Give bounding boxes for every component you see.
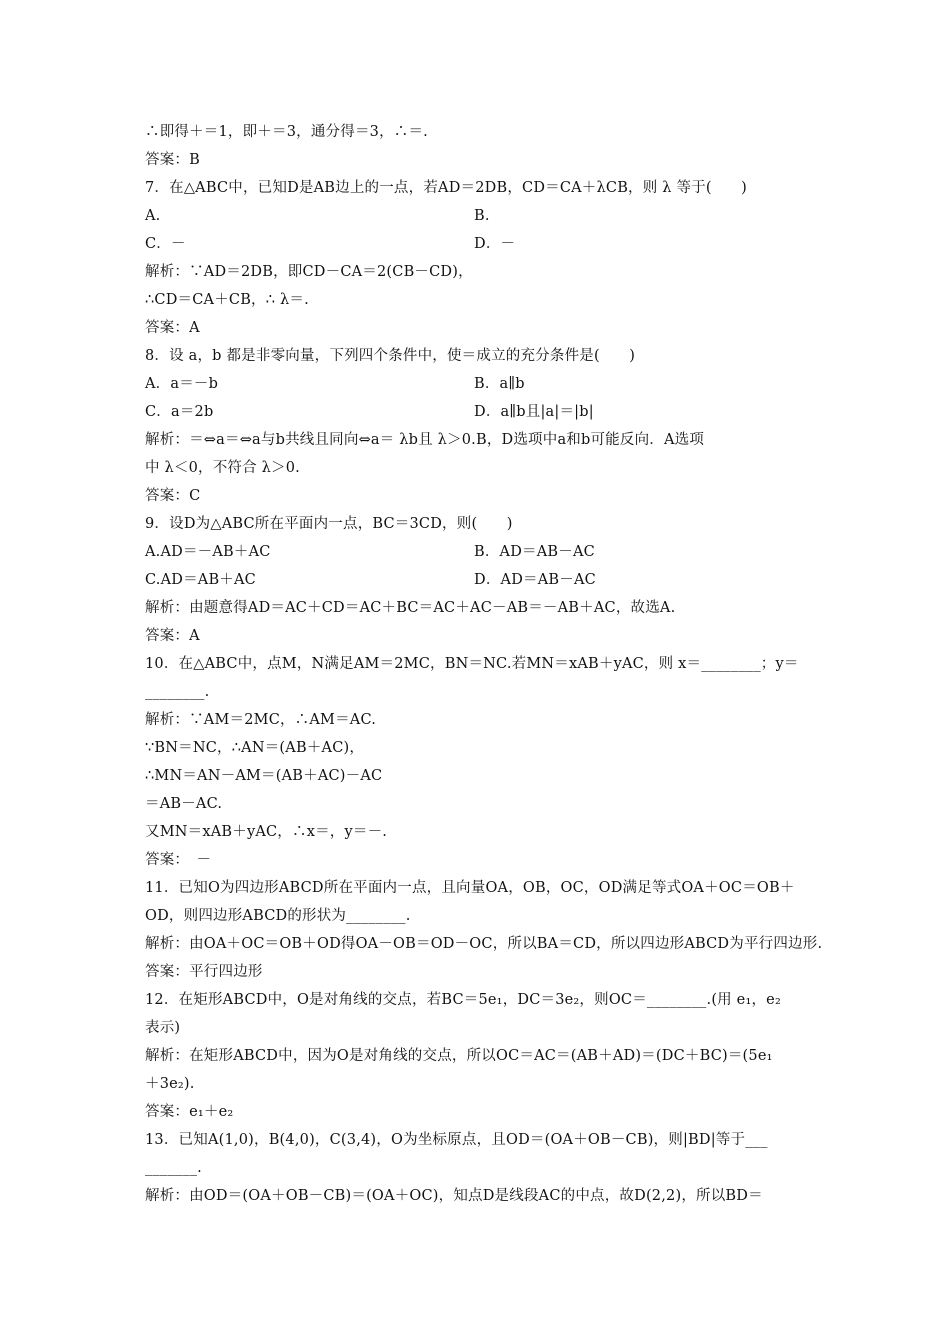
text-line: 答案：A <box>145 628 200 644</box>
text-line: 解析：∵AD＝2DB，即CD－CA＝2(CB－CD)， <box>145 264 473 280</box>
text-line: A.AD＝－AB＋AC <box>145 544 271 560</box>
text-line: 解析：在矩形ABCD中，因为O是对角线的交点，所以OC＝AC＝(AB＋AD)＝(DC＋BC)＝(5e₁ <box>145 1048 773 1064</box>
option-text: B．a∥b <box>474 376 525 392</box>
text-line: 8．设 a，b 都是非零向量，下列四个条件中，使＝成立的充分条件是( ) <box>145 348 636 364</box>
text-line: 答案：B <box>145 152 200 168</box>
option-text: D．a∥b且|a|＝|b| <box>474 404 594 420</box>
text-line: ∴即得＋＝1，即＋＝3，通分得＝3，∴＝. <box>145 124 428 140</box>
text-line: 解析：＝⇔a＝⇔a与b共线且同向⇔a＝ λb且 λ＞0.B，D选项中a和b可能反向．A选项 <box>145 432 705 448</box>
text-line: _______. <box>145 1160 202 1176</box>
text-line: 9．设D为△ABC所在平面内一点，BC＝3CD，则( ) <box>145 516 513 532</box>
text-line: A. <box>145 208 161 224</box>
text-line: 又MN＝xAB＋yAC，∴x＝，y＝－. <box>145 824 388 840</box>
text-line: 答案：平行四边形 <box>145 964 263 980</box>
text-line: C．a＝2b <box>145 404 214 420</box>
text-line: ＝AB－AC. <box>145 796 223 812</box>
text-line: 解析：∵AM＝2MC，∴AM＝AC. <box>145 712 377 728</box>
text-line: 答案： － <box>145 852 212 868</box>
text-line: ________. <box>145 684 210 700</box>
text-line: 解析：由OD＝(OA＋OB－CB)＝(OA＋OC)，知点D是线段AC的中点，故D(2,2)，所以BD＝ <box>145 1188 763 1204</box>
text-line: OD，则四边形ABCD的形状为________. <box>145 908 411 924</box>
text-line: A．a＝－b <box>145 376 219 392</box>
option-text: D．－ <box>474 236 516 252</box>
option-text: B．AD＝AB－AC <box>474 544 595 560</box>
text-line: 10．在△ABC中，点M，N满足AM＝2MC，BN＝NC.若MN＝xAB＋yAC，则 x＝________；y＝ <box>145 656 799 672</box>
text-line: 表示) <box>145 1020 181 1036</box>
text-line: 答案：A <box>145 320 200 336</box>
text-line: ＋3e₂). <box>145 1076 195 1092</box>
text-line: 12．在矩形ABCD中，O是对角线的交点，若BC＝5e₁，DC＝3e₂，则OC＝________.(用 e₁，e₂ <box>145 992 781 1008</box>
text-line: C．－ <box>145 236 186 252</box>
text-line: ∴MN＝AN－AM＝(AB＋AC)－AC <box>145 768 383 784</box>
text-line: 13．已知A(1,0)，B(4,0)，C(3,4)，O为坐标原点，且OD＝(OA＋OB－CB)，则|BD|等于___ <box>145 1132 768 1148</box>
text-line: C.AD＝AB＋AC <box>145 572 256 588</box>
option-text: B. <box>474 208 490 224</box>
text-line: ∴CD＝CA＋CB，∴ λ＝. <box>145 292 309 308</box>
option-text: D．AD＝AB－AC <box>474 572 596 588</box>
text-line: ∵BN＝NC，∴AN＝(AB＋AC)， <box>145 740 365 756</box>
text-line: 解析：由OA＋OC＝OB＋OD得OA－OB＝OD－OC，所以BA＝CD，所以四边形ABCD为平行四边形. <box>145 936 823 952</box>
text-line: 解析：由题意得AD＝AC＋CD＝AC＋BC＝AC＋AC－AB＝－AB＋AC，故选A. <box>145 600 676 616</box>
text-line: 答案：C <box>145 488 201 504</box>
text-line: 7．在△ABC中，已知D是AB边上的一点，若AD＝2DB，CD＝CA＋λCB，则 λ 等于( ) <box>145 180 747 196</box>
text-line: 11．已知O为四边形ABCD所在平面内一点，且向量OA，OB，OC，OD满足等式OA＋OC＝OB＋ <box>145 880 795 896</box>
text-line: 中 λ＜0，不符合 λ＞0. <box>145 460 300 476</box>
text-line: 答案：e₁＋e₂ <box>145 1104 234 1120</box>
